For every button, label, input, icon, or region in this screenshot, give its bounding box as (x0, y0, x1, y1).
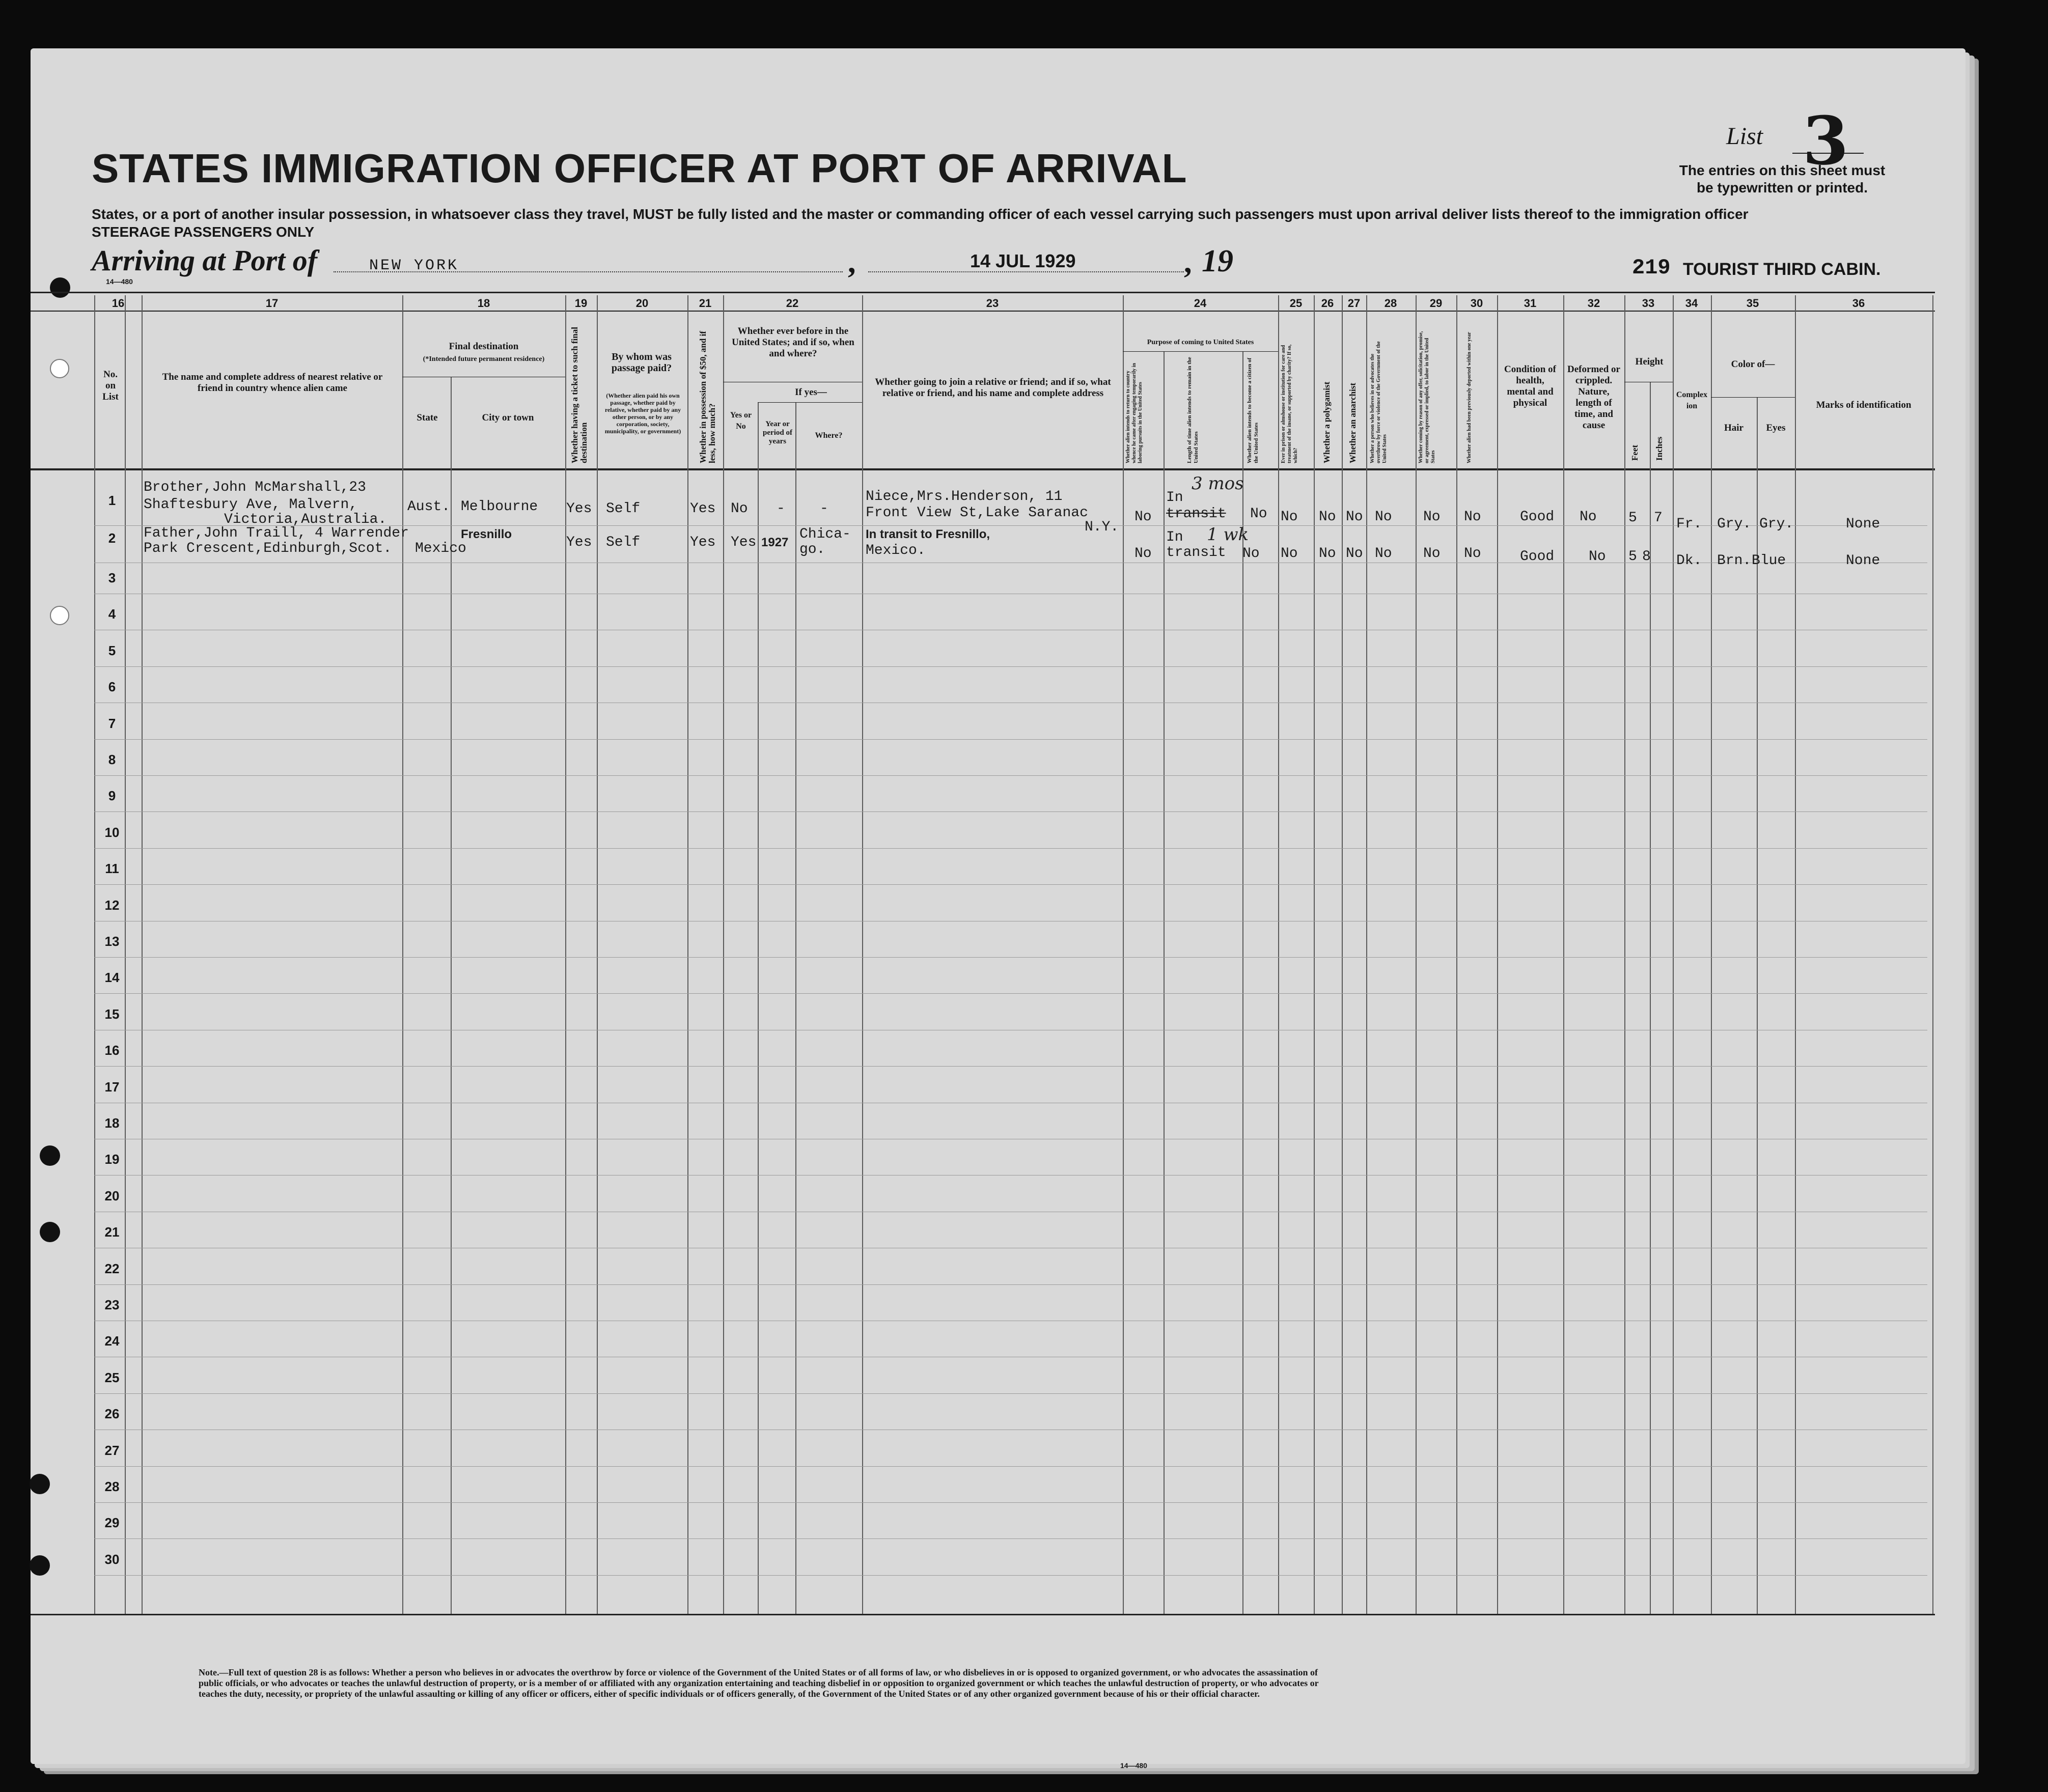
row-rule (94, 775, 1927, 776)
purpose-citizen: No (1250, 506, 1267, 522)
row-number: 25 (104, 1370, 120, 1385)
eyes: Blue (1752, 553, 1786, 569)
sheet-number: 219 (1632, 256, 1671, 280)
period: - (777, 501, 785, 517)
punch-hole (40, 1222, 60, 1242)
money: Yes (690, 535, 716, 550)
row-rule (94, 811, 1927, 812)
eyes: Gry. (1759, 516, 1794, 532)
contract: No (1423, 509, 1441, 525)
punch-hole (50, 606, 69, 625)
cabin-stamp: TOURIST THIRD CABIN. (1683, 260, 1881, 279)
port-value: NEW YORK (369, 257, 459, 274)
col-line (1650, 382, 1651, 1614)
header-state: State (417, 412, 438, 423)
punch-hole (50, 359, 69, 378)
feet: 5 (1628, 549, 1637, 565)
header-inches: Inches (1654, 436, 1664, 461)
col-line (1563, 295, 1564, 1614)
header-money: Whether in possession of $50, and if less, how much? (698, 331, 717, 463)
where: go. (799, 542, 825, 557)
polygamist: No (1319, 546, 1336, 562)
column-number: 33 (1642, 297, 1655, 310)
column-number: 30 (1470, 297, 1483, 310)
column-number: 26 (1321, 297, 1334, 310)
comma: , (1184, 245, 1192, 279)
column-number: 21 (699, 297, 712, 310)
row-number: 9 (108, 788, 116, 803)
dest-state: Aust. (407, 499, 451, 515)
list-label: List (1726, 123, 1763, 150)
col-line (142, 295, 143, 1614)
col-line (1164, 351, 1165, 1614)
footnote: Note.—Full text of question 28 is as follows: Whether a person who believes in or advocates the overthrow by force or violence of the Government of the United States or of all forms of law, or who disbelieves in or is opposed to organized government, or who advocates the assassination of public officials, or who advocates or teaches the unlawful destruction of property, or is a member of or affiliated with any organization entertaining and teaching disbelief in or opposition to organized government or which teaches the unlawful destruction of property, or who advocates or teaches the duty, necessity, or propriety of the unlawful assaulting or killing of any officer or officers, either of specific individuals or of officers generally, of the Government of the United States or of any other organized government because of his or their official character. (199, 1667, 1319, 1699)
header-purpose-return: Whether alien intends to return to country whence he came after engaging temporarily in laboring pursuits in the United States (1125, 363, 1143, 463)
q28: No (1375, 546, 1392, 562)
table-top-rule (31, 292, 1935, 293)
anarchist: No (1346, 546, 1363, 562)
col-line (565, 295, 566, 1614)
purpose-length: transit (1166, 545, 1226, 561)
port-label: Arriving at Port of (92, 244, 318, 277)
dest-city: Mexico (415, 541, 466, 556)
column-number: 29 (1429, 297, 1443, 310)
header-passage-note: (Whether alien paid his own passage, whether paid by relative, whether paid by any other person, or by any corporation, society, municipality, or government) (604, 392, 681, 435)
col-line (1673, 295, 1674, 1614)
row-rule (94, 884, 1927, 885)
column-number: 17 (265, 297, 279, 310)
column-number: 32 (1587, 297, 1600, 310)
health: Good (1520, 509, 1555, 525)
handwritten-length: 1 wk (1207, 524, 1249, 545)
row-number: 19 (104, 1152, 120, 1167)
row-number: 1 (108, 493, 116, 508)
purpose-length: In (1166, 529, 1183, 545)
relative-line: Brother,John McMarshall,23 (144, 480, 366, 495)
purpose-length: transit (1166, 506, 1226, 522)
row-rule (94, 1575, 1927, 1576)
row-number: 30 (104, 1552, 120, 1567)
q28: No (1375, 509, 1392, 525)
relative-line: Victoria,Australia. (224, 512, 387, 527)
entries-note: The entries on this sheet must be typewritten or printed. (1679, 162, 1886, 195)
polygamist: No (1319, 509, 1336, 525)
col-line (1314, 295, 1315, 1614)
joining-line: Mexico. (866, 543, 926, 558)
row-number: 16 (104, 1043, 120, 1058)
where: Chica- (799, 526, 851, 542)
purpose-return: No (1134, 546, 1152, 562)
relative-line: Shaftesbury Ave, Malvern, (144, 497, 358, 513)
col-line (1624, 295, 1625, 1614)
row-number: 21 (104, 1224, 120, 1240)
purpose-sub-rule (1123, 351, 1278, 352)
prison: No (1281, 509, 1298, 525)
header-purpose-length: Length of time alien intends to remain in the United States (1186, 357, 1199, 463)
header-bottom-rule (31, 468, 1935, 470)
anarchist: No (1346, 509, 1363, 525)
punch-hole (30, 1474, 50, 1494)
row-number: 23 (104, 1297, 120, 1312)
col-line (862, 295, 863, 1614)
ticket: Yes (566, 535, 592, 550)
row-number: 15 (104, 1006, 120, 1022)
deported: No (1464, 509, 1481, 525)
col-line (1795, 295, 1796, 1614)
col-line (723, 295, 724, 1614)
header-no-on-list: No. on List (102, 369, 119, 402)
column-number: 20 (635, 297, 649, 310)
arrival-date: 14 JUL 1929 (970, 250, 1076, 271)
relative-line: Park Crescent,Edinburgh,Scot. (144, 541, 392, 556)
header-ticket: Whether having a ticket to such final destination (570, 327, 589, 463)
row-number: 27 (104, 1443, 120, 1458)
purpose-length: In (1166, 490, 1183, 506)
header-purpose: Purpose of coming to United States (1147, 339, 1254, 346)
col-line (1342, 295, 1343, 1614)
header-feet: Feet (1630, 444, 1640, 461)
joining-line: N.Y. (1085, 519, 1119, 535)
col-line (795, 402, 796, 1614)
header-marks: Marks of identification (1816, 400, 1912, 410)
row-number: 26 (104, 1406, 120, 1421)
money: Yes (690, 501, 716, 517)
row-rule (94, 1284, 1927, 1285)
header-polygamist: Whether a polygamist (1322, 381, 1332, 463)
column-number: 16 (112, 297, 125, 310)
column-number-rule (31, 311, 1935, 312)
form-number: 14—480 (1120, 1761, 1147, 1770)
contract: No (1423, 546, 1441, 562)
row-rule (94, 1502, 1927, 1503)
header-passage-paid: By whom was passage paid? (611, 351, 672, 374)
col-line (1123, 295, 1124, 1614)
header-yes-no: Yes or No (730, 411, 752, 431)
row-rule (94, 848, 1927, 849)
row-number: 6 (108, 679, 116, 694)
row-number: 18 (104, 1115, 120, 1131)
row-number: 28 (104, 1479, 120, 1494)
year-label: 19 (1202, 244, 1233, 278)
health: Good (1520, 549, 1555, 565)
header-relative: The name and complete address of nearest relative or friend in country whence alien came (162, 372, 383, 394)
row-number: 10 (104, 825, 120, 840)
column-number: 22 (786, 297, 799, 310)
feet: 5 (1628, 510, 1637, 526)
col-line (94, 295, 95, 1614)
joining-line: Niece,Mrs.Henderson, 11 (866, 489, 1063, 505)
row-number: 8 (108, 752, 116, 767)
joining-line: Front View St,Lake Saranac (866, 505, 1088, 521)
row-number: 11 (105, 861, 119, 876)
row-rule (94, 1538, 1927, 1539)
complexion: Fr. (1676, 516, 1702, 532)
punch-hole (50, 277, 70, 298)
row-number: 2 (108, 530, 116, 546)
marks: None (1846, 553, 1880, 569)
prison: No (1281, 546, 1298, 562)
header-health: Condition of health, mental and physical (1504, 364, 1556, 408)
deported: No (1464, 546, 1481, 562)
column-number: 19 (574, 297, 588, 310)
column-number: 34 (1685, 297, 1698, 310)
col-line (1932, 295, 1933, 1614)
header-hair: Hair (1724, 423, 1743, 433)
row-rule (94, 1466, 1927, 1467)
header-city: City or town (482, 412, 534, 423)
col-line (1278, 295, 1279, 1614)
header-deported: Whether alien had been previously deported within one year (1466, 332, 1472, 463)
column-number: 31 (1524, 297, 1537, 310)
row-number: 17 (104, 1079, 120, 1095)
inches: 8 (1642, 549, 1651, 565)
table-bottom-rule (31, 1614, 1935, 1615)
where: - (820, 501, 828, 517)
header-color-of: Color of— (1731, 359, 1775, 370)
header-if-yes: If yes— (795, 387, 827, 398)
header-joining: Whether going to join a relative or friend; and if so, what relative or friend, and his name and complete address (875, 377, 1111, 399)
row-number: 4 (108, 606, 116, 622)
row-rule (94, 1066, 1927, 1067)
header-destination-note: (*Intended future permanent residence) (423, 355, 545, 363)
row-rule (94, 993, 1927, 994)
header-ever-before: Whether ever before in the United States; and if so, when and where? (732, 326, 854, 359)
row-number: 22 (104, 1261, 120, 1276)
row-number: 29 (104, 1515, 120, 1530)
col-line (1456, 295, 1457, 1614)
column-number: 27 (1347, 297, 1361, 310)
row-number: 3 (108, 570, 116, 585)
row-number: 5 (108, 643, 116, 658)
handwritten-length: 3 mos (1192, 473, 1244, 494)
period: 1927 (761, 536, 789, 549)
header-final-destination: Final destination (449, 341, 519, 352)
punch-hole (40, 1145, 60, 1166)
col-line (402, 295, 403, 1614)
row-rule (94, 666, 1927, 667)
column-number: 35 (1746, 297, 1759, 310)
punch-hole (30, 1555, 50, 1576)
purpose-citizen: No (1242, 546, 1260, 562)
row-number: 12 (104, 898, 120, 913)
dest-city: Fresnillo (461, 527, 512, 541)
deformed: No (1589, 549, 1606, 565)
column-number: 23 (986, 297, 999, 310)
header-q28: Whether a person who believes in or advocates the overthrow by force or violence of the Government of the United States (1370, 341, 1388, 463)
list-number: 3 (1803, 102, 1849, 180)
inches: 7 (1654, 510, 1663, 526)
column-number: 24 (1194, 297, 1207, 310)
col-line (1757, 397, 1758, 1614)
column-number: 28 (1384, 297, 1397, 310)
row-number: 7 (108, 716, 116, 731)
row-rule (94, 739, 1927, 740)
row-number: 20 (104, 1188, 120, 1203)
color-sub-rule (1711, 397, 1795, 398)
header-eyes: Eyes (1766, 423, 1786, 433)
row-rule (94, 1393, 1927, 1394)
instruction-text: States, or a port of another insular possession, in whatsoever class they travel, MUST be fully listed and the master or commanding officer of each vessel carrying such passengers must upon arrival deliver lists thereof to the immigration officer (92, 206, 1749, 222)
col-line (1497, 295, 1498, 1614)
before-sub-rule2 (758, 402, 862, 403)
ever-before: Yes (731, 535, 757, 550)
header-deformed: Deformed or crippled. Nature, length of time, and cause (1567, 364, 1620, 431)
header-period: Year or period of years (763, 420, 792, 445)
header-prison: Ever in prison or almshouse or institution for care and treatment of the insane, or supported by charity? If so, which? (1281, 344, 1298, 463)
col-line (687, 295, 688, 1614)
ticket: Yes (566, 501, 592, 517)
hair: Gry. (1717, 516, 1752, 532)
dest-city: Melbourne (461, 499, 538, 515)
row-number: 13 (104, 934, 120, 949)
page-title: STATES IMMIGRATION OFFICER AT PORT OF ARRIVAL (92, 146, 1187, 191)
joining-line: In transit to Fresnillo, (866, 527, 990, 541)
complexion: Dk. (1676, 553, 1702, 569)
marks: None (1846, 516, 1880, 532)
header-complexion: Complexion (1676, 390, 1708, 410)
col-line (1711, 295, 1712, 1614)
deformed: No (1580, 509, 1597, 525)
header-contract: Whether coming by reason of any offer, solicitation, promise, or agreement, expressed or implied, to labor in the United States (1418, 331, 1436, 463)
col-line (1416, 295, 1417, 1614)
paid-by: Self (606, 501, 641, 517)
paid-by: Self (606, 535, 641, 550)
row-number: 24 (104, 1333, 120, 1349)
hair: Brn. (1717, 553, 1752, 569)
row-number: 14 (104, 970, 120, 985)
column-number: 25 (1289, 297, 1303, 310)
purpose-return: No (1134, 509, 1152, 525)
form-number-top: 14—480 (106, 277, 133, 286)
comma: , (848, 245, 856, 279)
col-line (1366, 295, 1367, 1614)
col-line (758, 402, 759, 1614)
col-line (597, 295, 598, 1614)
header-height: Height (1635, 356, 1664, 367)
row-rule (94, 957, 1927, 958)
column-number: 18 (477, 297, 490, 310)
header-purpose-citizen: Whether alien intends to become a citizen of the United States (1247, 357, 1259, 463)
relative-line: Father,John Traill, 4 Warrender (144, 525, 409, 541)
column-number: 36 (1852, 297, 1865, 310)
passenger-class-text: STEERAGE PASSENGERS ONLY (92, 224, 315, 240)
header-where: Where? (815, 431, 843, 440)
header-anarchist: Whether an anarchist (1348, 382, 1358, 463)
ever-before: No (731, 501, 748, 517)
